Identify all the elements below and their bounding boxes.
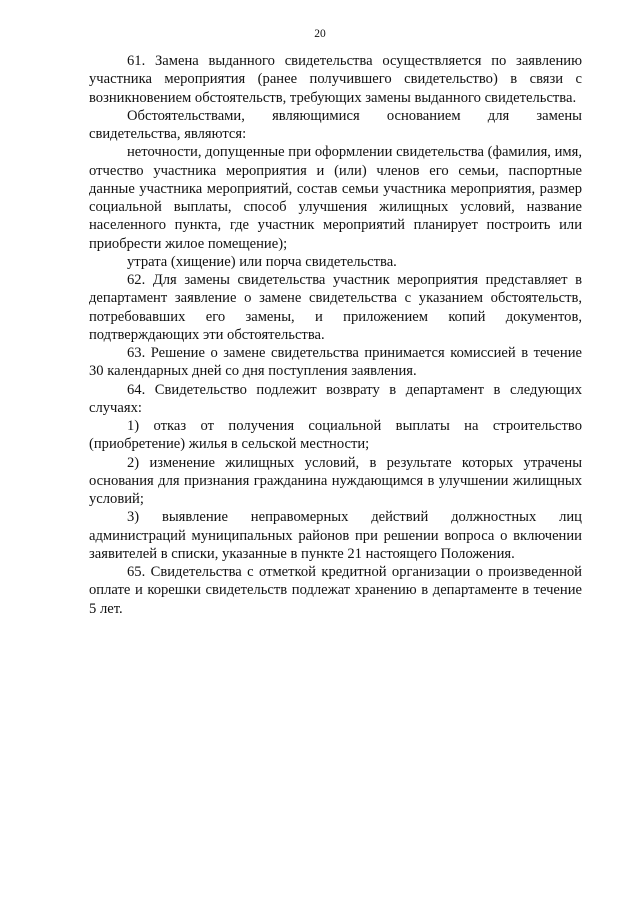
- paragraph-65: 65. Свидетельства с отметкой кредитной организации о произведенной оплате и корешки свидетельств подлежат хранению в департаменте в течение 5 лет.: [89, 564, 582, 617]
- paragraph-64-item-2: 2) изменение жилищных условий, в результате которых утрачены основания для признания гражданина нуждающимся в улучшении жилищных условий;: [89, 454, 582, 507]
- paragraph-64: 64. Свидетельство подлежит возврату в департамент в следующих случаях:: [89, 381, 582, 416]
- paragraph-inaccuracies: неточности, допущенные при оформлении свидетельства (фамилия, имя, отчество участника мероприятия и (или) членов его семьи, паспортные данные участника мероприятий, состав семьи участника мероприятия, размер социальной выплаты, способ улучшения жилищных условий, название населенного пункта, где участник мероприятий планирует построить или приобрести жилое помещение);: [89, 144, 582, 252]
- paragraph-loss: утрата (хищение) или порча свидетельства.: [127, 253, 397, 270]
- document-body: [89, 52, 582, 618]
- paragraph-circumstances-intro: Обстоятельствами, являющимися основанием для замены свидетельства, являются:: [89, 107, 582, 142]
- paragraph-62: 62. Для замены свидетельства участник мероприятия представляет в департамент заявление о замене свидетельства с указанием обстоятельств, потребовавших его замены, и приложением копий документов, подтверждающих эти обстоятельства.: [89, 272, 582, 343]
- paragraph-63: 63. Решение о замене свидетельства принимается комиссией в течение 30 календарных дней со дня поступления заявления.: [89, 345, 582, 380]
- paragraph-64-item-1: 1) отказ от получения социальной выплаты на строительство (приобретение) жилья в сельской местности;: [89, 418, 582, 453]
- paragraph-61: 61. Замена выданного свидетельства осуществляется по заявлению участника мероприятия (ранее получившего свидетельство) в связи с возникновением обстоятельств, требующих замены выданного свидетельства.: [89, 53, 582, 106]
- paragraph-64-item-3: 3) выявление неправомерных действий должностных лиц администраций муниципальных районов при решении вопроса о включении заявителей в списки, указанные в пункте 21 настоящего Положения.: [89, 509, 582, 562]
- page-number: 20: [314, 28, 326, 40]
